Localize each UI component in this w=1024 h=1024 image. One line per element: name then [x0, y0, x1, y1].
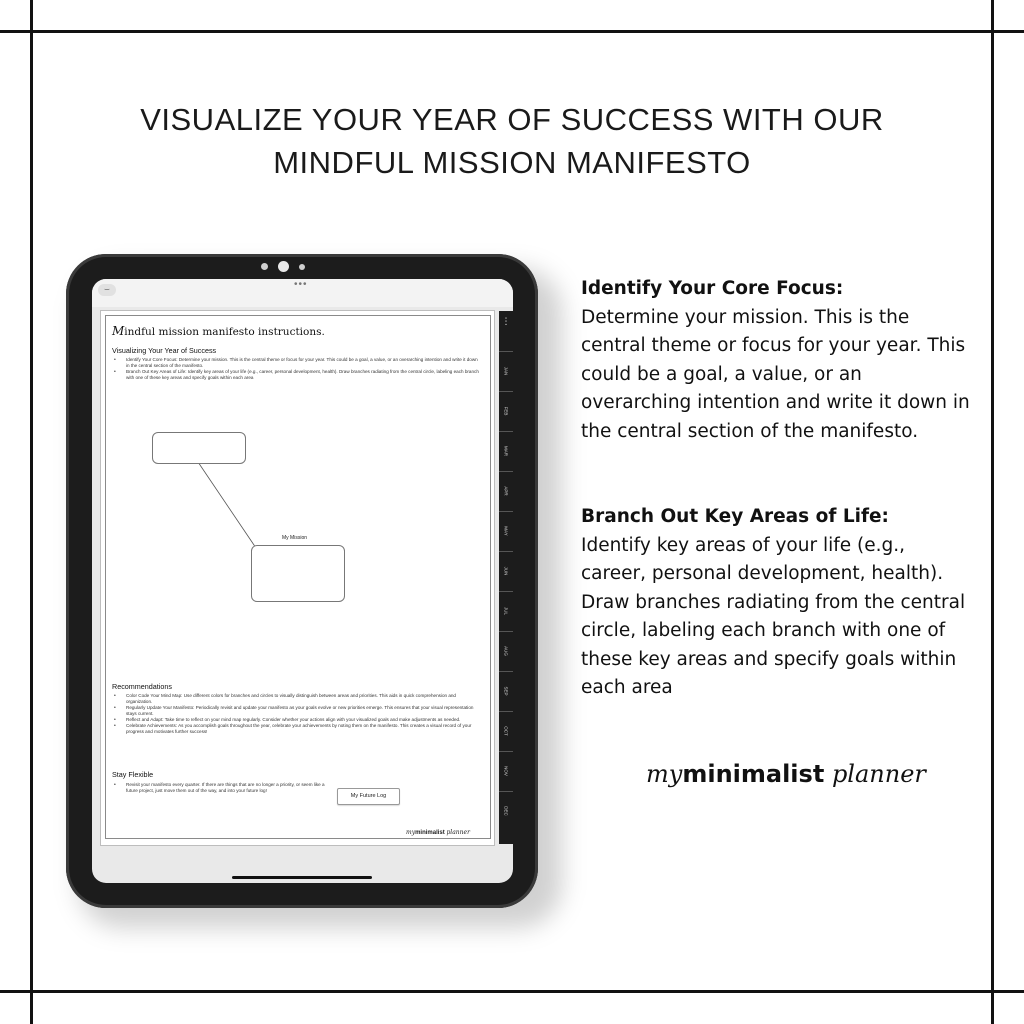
- list-item: • Branch Out Key Areas of Life: Identify key areas of your life (e.g., career, personal development, health). Draw branches radiating from the central circle, labeling each branch with one of these key areas and specify goals within each area: [112, 369, 482, 381]
- tab-label: JUN: [503, 566, 509, 576]
- list-item: • Regularly Update Your Manifesto: Periodically revisit and update your manifesto as your goals evolve or new priorities emerge. This ensures that your visual representation stays current.: [112, 705, 482, 717]
- recommendations-list: [112, 693, 482, 735]
- tab-label: NOV: [503, 766, 509, 776]
- copy-text-core-focus: Determine your mission. This is the central theme or focus for your year. This could be a goal, a value, or an overarching intention and write it down in the central section of the manifesto.: [581, 306, 970, 442]
- tab-menu-icon[interactable]: ⋮: [501, 316, 511, 326]
- brand-logo-minimalist: minimalist: [682, 760, 825, 788]
- section-heading-stay-flexible: Stay Flexible: [112, 770, 154, 779]
- tab-month-aug[interactable]: [499, 631, 513, 670]
- sidebar-toggle-button[interactable]: ⌣: [98, 284, 116, 296]
- tab-label: OCT: [503, 726, 509, 736]
- tab-label: APR: [503, 486, 509, 496]
- copy-section-branch-out: [581, 503, 971, 703]
- stay-flexible-list: [112, 782, 326, 794]
- mind-map-branch-box[interactable]: [152, 432, 246, 464]
- document-title-initial: M: [112, 324, 125, 338]
- copy-text-branch-out: Identify key areas of your life (e.g., career, personal development, health). Draw branches radiating from the central circle, labeling each branch with one of these key areas and specify goals within each area: [581, 534, 966, 698]
- list-item: • Revisit your manifesto every quarter. If there are things that are no longer a priority, or seem like a future project, just move them out of the way, and into your future log!: [112, 782, 326, 794]
- tab-month-mar[interactable]: [499, 431, 513, 470]
- tab-month-jan[interactable]: [499, 351, 513, 390]
- app-top-bar: [92, 279, 513, 307]
- tablet-screen: [92, 279, 513, 883]
- more-options-icon[interactable]: •••: [294, 279, 308, 290]
- page-footer-logo: [406, 829, 470, 836]
- tab-month-apr[interactable]: [499, 471, 513, 510]
- tab-month-sep[interactable]: [499, 671, 513, 710]
- home-indicator-bar[interactable]: [232, 876, 372, 879]
- mind-map-center-label: My Mission: [282, 535, 308, 541]
- page-logo-my: my: [406, 829, 416, 836]
- tab-month-dec[interactable]: [499, 791, 513, 830]
- document-title-rest: indful mission manifesto instructions.: [124, 326, 325, 338]
- document-page: [100, 310, 495, 846]
- frame-line-right: [991, 0, 994, 1024]
- tab-label: FEB: [503, 406, 509, 416]
- tab-label: MAR: [503, 446, 509, 456]
- frame-line-bottom: [0, 990, 1024, 993]
- tab-label: JUL: [503, 606, 509, 616]
- month-tab-strip: [499, 311, 513, 844]
- future-log-button[interactable]: My Future Log: [337, 788, 400, 805]
- frame-line-top: [0, 30, 1024, 33]
- tab-label: AUG: [503, 646, 509, 656]
- frame-line-left: [30, 0, 33, 1024]
- list-item: • Identify Your Core Focus: Determine your mission. This is the central theme or focus for your year. This could be a goal, a value, or an overarching intention and write it down in the central section of the manifesto.: [112, 357, 482, 369]
- section-heading-recommendations: Recommendations: [112, 682, 172, 691]
- tab-month-oct[interactable]: [499, 711, 513, 750]
- tab-month-may[interactable]: [499, 511, 513, 550]
- brand-logo-planner: planner: [831, 760, 926, 788]
- list-item: • Reflect and Adapt: Take time to reflect on your mind map regularly. Consider whether your actions align with your visualized goals and make adjustments as needed.: [112, 717, 482, 723]
- brand-logo: [646, 760, 926, 788]
- list-item: • Color Code Your Mind Map: Use different colors for branches and circles to visually distinguish between areas and priorities. This aids in quick comprehension and organization.: [112, 693, 482, 705]
- tab-month-jul[interactable]: [499, 591, 513, 630]
- tab-label: DEC: [503, 806, 509, 816]
- sensor-dot-icon: [299, 264, 305, 270]
- headline: [80, 98, 944, 184]
- list-item: • Celebrate Achievements: As you accomplish goals throughout the year, celebrate your achievements by noting them on the manifesto. This creates a visual record of your progress and motivates further success!: [112, 723, 482, 735]
- tab-label: MAY: [503, 526, 509, 536]
- document-border: [105, 315, 491, 839]
- headline-line-2: MINDFUL MISSION MANIFESTO: [273, 145, 751, 180]
- copy-heading-core-focus: Identify Your Core Focus:: [581, 278, 844, 299]
- copy-section-core-focus: [581, 275, 971, 446]
- mind-map-center-box[interactable]: [251, 545, 345, 602]
- section-heading-visualizing: Visualizing Your Year of Success: [112, 346, 217, 355]
- headline-line-1: VISUALIZE YOUR YEAR OF SUCCESS WITH OUR: [140, 102, 884, 137]
- tab-label: SEP: [503, 686, 509, 696]
- tab-month-jun[interactable]: [499, 551, 513, 590]
- brand-logo-my: my: [646, 760, 683, 788]
- camera-dot-icon: [261, 263, 268, 270]
- page-logo-minimalist: minimalist: [415, 830, 445, 836]
- tab-month-feb[interactable]: [499, 391, 513, 430]
- copy-heading-branch-out: Branch Out Key Areas of Life:: [581, 506, 889, 527]
- camera-lens-icon: [278, 261, 289, 272]
- page-logo-planner: planner: [446, 829, 470, 836]
- tab-label: JAN: [503, 366, 509, 376]
- tab-month-nov[interactable]: [499, 751, 513, 790]
